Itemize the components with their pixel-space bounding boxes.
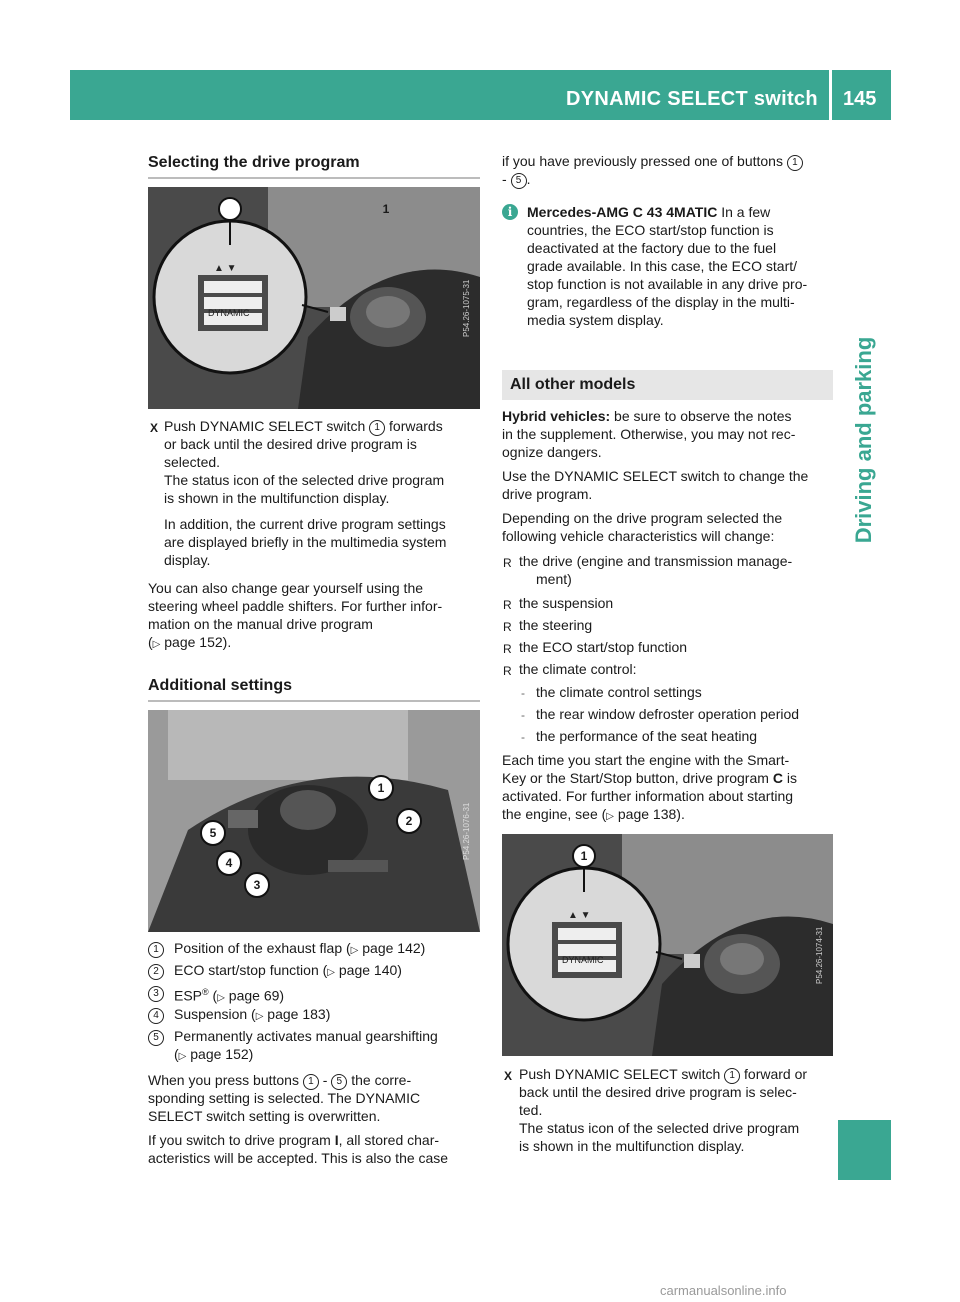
figure-control-panel: [148, 710, 480, 932]
step-text-line: back until the desired drive program is selec-: [519, 1084, 797, 1100]
header-title: DYNAMIC SELECT switch: [566, 88, 818, 110]
info-text-line: deactivated at the factory due to the fuel: [527, 240, 777, 256]
info-text-line: gram, regardless of the display in the multi-: [527, 294, 795, 310]
callout-1: 1: [382, 202, 390, 216]
heading-rule: [148, 177, 480, 179]
info-text-line: media system display.: [527, 312, 664, 328]
figure-dynamic-switch: [148, 187, 480, 409]
step-marker: X: [504, 1069, 513, 1083]
legend-item-4: 4 Suspension (▷ page 183): [148, 1006, 164, 1024]
bullet-r: R: [503, 642, 512, 656]
callout-3: 3: [244, 872, 270, 898]
sub-dash: -: [521, 708, 525, 722]
section-box: [502, 370, 833, 400]
callout-4: 4: [216, 850, 242, 876]
switch-label: DYNAMIC: [208, 308, 250, 318]
bullet-r: R: [503, 620, 512, 634]
step-text-line: The status icon of the selected drive program: [164, 472, 445, 488]
callout-5: 5: [200, 820, 226, 846]
heading-additional-settings: Additional settings: [148, 677, 292, 694]
watermark: carmanualsonline.info: [660, 1283, 787, 1298]
body-text-line: in the supplement. Otherwise, you may not rec-: [502, 426, 796, 442]
sub-dash: -: [521, 730, 525, 744]
bullet-text: the drive (engine and transmission manage-: [519, 553, 793, 569]
body-text-line: If you switch to drive program I, all stored char-: [148, 1132, 440, 1148]
sub-bullet-text: the rear window defroster operation period: [536, 706, 800, 722]
step-text-line: ted.: [519, 1102, 543, 1118]
body-text-line: - 5 .: [502, 171, 531, 187]
info-text-line: Mercedes-AMG C 43 4MATIC In a few: [527, 204, 771, 220]
info-icon: i: [502, 204, 518, 220]
sub-bullet-text: the performance of the seat heating: [536, 728, 758, 744]
body-text-line: Key or the Start/Stop button, drive program C is: [502, 770, 797, 786]
page-ref-link[interactable]: the engine, see (▷ page 138).: [502, 806, 685, 822]
step-text-line: are displayed briefly in the multimedia system: [164, 534, 447, 550]
step-text-line: display.: [164, 552, 211, 568]
bullet-text: ment): [536, 571, 572, 587]
bullet-r: R: [503, 598, 512, 612]
bullet-text: the climate control:: [519, 661, 637, 677]
sub-bullet-text: the climate control settings: [536, 684, 702, 700]
body-text-line: activated. For further information about starting: [502, 788, 794, 804]
bullet-text: the suspension: [519, 595, 614, 611]
info-text-line: countries, the ECO start/stop function is: [527, 222, 774, 238]
body-text-line: Hybrid vehicles: be sure to observe the notes: [502, 408, 792, 424]
section-tab-block: [838, 1120, 891, 1180]
body-text-line: steering wheel paddle shifters. For further infor-: [148, 598, 443, 614]
legend-item-3: 3 ESP® (▷ page 69): [148, 984, 164, 1002]
step-marker: X: [150, 421, 159, 435]
callout-2: 2: [396, 808, 422, 834]
bullet-text: the steering: [519, 617, 593, 633]
figure-code: P54.26-1074-31: [815, 926, 824, 984]
legend-item-5: 5 Permanently activates manual gearshifting: [148, 1028, 164, 1046]
body-text-line: You can also change gear yourself using the: [148, 580, 424, 596]
svg-text:▲ ▼: ▲ ▼: [214, 263, 237, 274]
figure-dynamic-switch-2: [502, 834, 833, 1056]
section-box-title: All other models: [510, 376, 636, 393]
body-text-line: When you press buttons 1 - 5 the corre-: [148, 1072, 412, 1088]
figure-code: P54.26-1075-31: [462, 279, 471, 337]
body-text-line: acteristics will be accepted. This is also the case: [148, 1150, 449, 1166]
bullet-text: the ECO start/stop function: [519, 639, 688, 655]
page-ref-link[interactable]: (▷ page 152).: [148, 634, 232, 650]
body-text-line: mation on the manual drive program: [148, 616, 373, 632]
body-text-line: SELECT switch setting is overwritten.: [148, 1108, 381, 1124]
callout-1: 1: [368, 775, 394, 801]
heading-selecting-drive-program: Selecting the drive program: [148, 154, 360, 171]
step-text-line: is shown in the multifunction display.: [164, 490, 390, 506]
header-divider: [829, 70, 832, 120]
callout-1: 1: [580, 849, 588, 863]
legend-item-5-ref: (▷ page 152): [174, 1046, 254, 1062]
sub-dash: -: [521, 686, 525, 700]
legend-item-1: 1 Position of the exhaust flap (▷ page 142): [148, 940, 164, 958]
bullet-r: R: [503, 556, 512, 570]
legend-item-2: 2 ECO start/stop function (▷ page 140): [148, 962, 164, 980]
step-text-line: Push DYNAMIC SELECT switch 1 forwards: [164, 418, 443, 434]
step-text-line: Push DYNAMIC SELECT switch 1 forward or: [519, 1066, 808, 1082]
body-text-line: ognize dangers.: [502, 444, 602, 460]
bullet-r: R: [503, 664, 512, 678]
step-text-line: The status icon of the selected drive program: [519, 1120, 800, 1136]
switch-label: DYNAMIC: [562, 955, 604, 965]
body-text-line: if you have previously pressed one of buttons 1: [502, 153, 803, 171]
info-text-line: grade available. In this case, the ECO start/: [527, 258, 798, 274]
step-text-line: In addition, the current drive program settings: [164, 516, 446, 532]
body-text-line: following vehicle characteristics will change:: [502, 528, 775, 544]
heading-rule: [148, 700, 480, 702]
body-text-line: drive program.: [502, 486, 593, 502]
body-text-line: Each time you start the engine with the Smart-: [502, 752, 790, 768]
svg-text:▲ ▼: ▲ ▼: [568, 910, 591, 921]
body-text-line: sponding setting is selected. The DYNAMIC: [148, 1090, 421, 1106]
step-text-line: or back until the desired drive program is: [164, 436, 417, 452]
step-text-line: selected.: [164, 454, 221, 470]
page-number: 145: [843, 88, 877, 110]
step-text-line: is shown in the multifunction display.: [519, 1138, 745, 1154]
section-tab-label: Driving and parking: [851, 336, 876, 544]
body-text-line: Use the DYNAMIC SELECT switch to change the: [502, 468, 809, 484]
body-text-line: Depending on the drive program selected the: [502, 510, 783, 526]
info-text-line: stop function is not available in any drive pro-: [527, 276, 808, 292]
figure-code: P54.26-1076-31: [462, 802, 471, 860]
